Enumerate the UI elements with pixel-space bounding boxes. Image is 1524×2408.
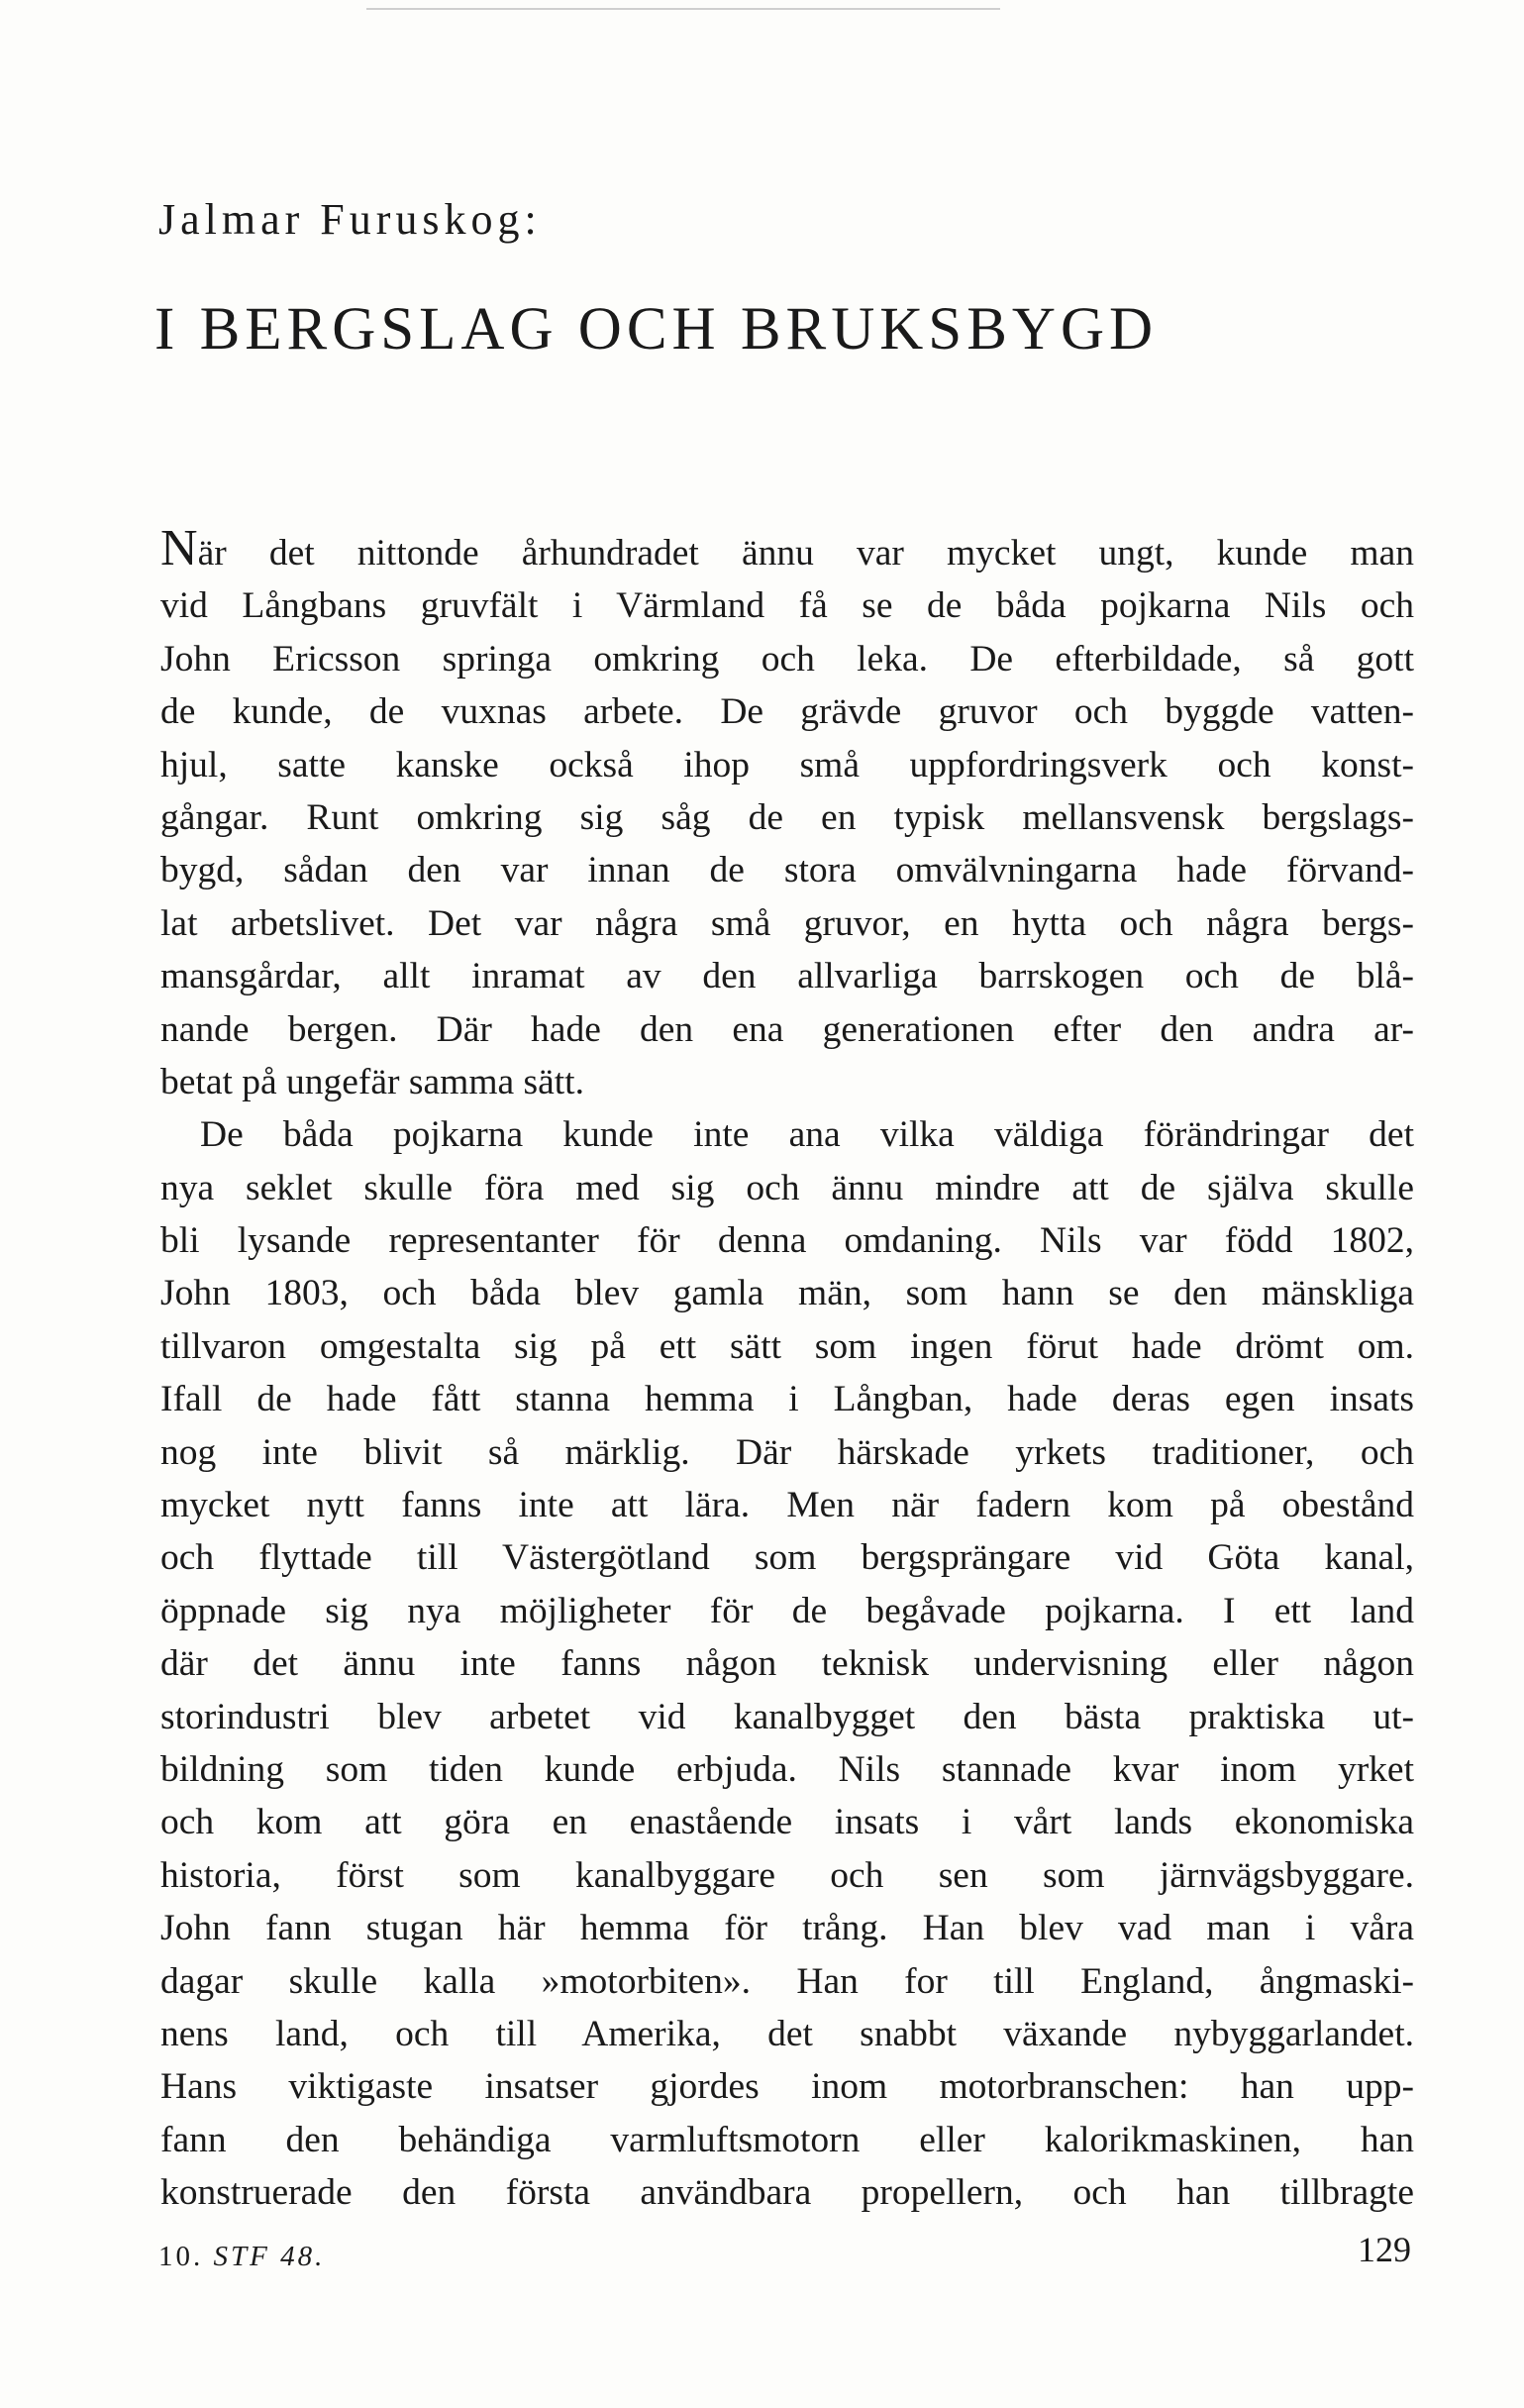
text-line: John fann stugan här hemma för trång. Han blev vad man i våra bbox=[160, 1908, 1414, 1949]
text-line: fann den behändiga varmluftsmotorn eller kalorikmaskinen, han bbox=[160, 2119, 1414, 2160]
text-line: nens land, och till Amerika, det snabbt växande nybyggarlandet. bbox=[160, 2013, 1414, 2054]
text-line: och kom att göra en enastående insats i vårt lands ekonomiska bbox=[160, 1802, 1414, 1843]
text-line: storindustri blev arbetet vid kanalbygget den bästa praktiska ut- bbox=[160, 1696, 1414, 1737]
text-line: nya seklet skulle föra med sig och ännu mindre att de själva skulle bbox=[160, 1167, 1414, 1208]
text-line: nog inte blivit så märklig. Där härskade yrkets traditioner, och bbox=[160, 1431, 1414, 1473]
text-line: och flyttade till Västergötland som bergsprängare vid Göta kanal, bbox=[160, 1537, 1414, 1579]
text-line: hjul, satte kanske också ihop små uppfordringsverk och konst- bbox=[160, 744, 1414, 785]
text-line: dagar skulle kalla »motorbiten». Han for till England, ångmaski- bbox=[160, 1960, 1414, 2002]
signature-number: 10. bbox=[158, 2241, 204, 2272]
text-line: där det ännu inte fanns någon teknisk undervisning eller någon bbox=[160, 1643, 1414, 1685]
printer-signature bbox=[158, 2241, 325, 2273]
signature-label: STF 48. bbox=[213, 2241, 326, 2272]
text-line: John Ericsson springa omkring och leka. De efterbildade, så gott bbox=[160, 638, 1414, 680]
text-line: De båda pojkarna kunde inte ana vilka väldiga förändringar det bbox=[200, 1114, 1414, 1156]
text-line: historia, först som kanalbyggare och sen som järnvägsbyggare. bbox=[160, 1854, 1414, 1896]
article-title: I BERGSLAG OCH BRUKSBYGD bbox=[154, 296, 1159, 363]
article-body bbox=[160, 520, 1414, 2220]
text-line: bygd, sådan den var innan de stora omvälvningarna hade förvand- bbox=[160, 850, 1414, 891]
text-line: lat arbetslivet. Det var några små gruvor, en hytta och några bergs- bbox=[160, 902, 1414, 944]
text-line: Ifall de hade fått stanna hemma i Långban, hade deras egen insats bbox=[160, 1379, 1414, 1420]
text-line: gångar. Runt omkring sig såg de en typisk mellansvensk bergslags- bbox=[160, 796, 1414, 838]
text-line: öppnade sig nya möjligheter för de begåvade pojkarna. I ett land bbox=[160, 1590, 1414, 1631]
author-name: Jalmar Furuskog: bbox=[158, 195, 542, 244]
text-line: När det nittonde århundradet ännu var mycket ungt, kunde man bbox=[160, 520, 1414, 576]
drop-cap: N bbox=[160, 520, 198, 576]
text-line: nande bergen. Där hade den ena generationen efter den andra ar- bbox=[160, 1008, 1414, 1050]
text-line: bildning som tiden kunde erbjuda. Nils stannade kvar inom yrket bbox=[160, 1748, 1414, 1790]
text-line: de kunde, de vuxnas arbete. De grävde gruvor och byggde vatten- bbox=[160, 691, 1414, 733]
top-edge-rule bbox=[366, 8, 1000, 10]
text-line: Hans viktigaste insatser gjordes inom motorbranschen: han upp- bbox=[160, 2066, 1414, 2108]
text-line: betat på ungefär samma sätt. bbox=[160, 1061, 584, 1102]
text-line: tillvaron omgestalta sig på ett sätt som ingen förut hade drömt om. bbox=[160, 1325, 1414, 1367]
page-number: 129 bbox=[1358, 2230, 1411, 2269]
text-line: vid Långbans gruvfält i Värmland få se de båda pojkarna Nils och bbox=[160, 585, 1414, 627]
text-line: mansgårdar, allt inramat av den allvarliga barrskogen och de blå- bbox=[160, 956, 1414, 997]
text-line: bli lysande representanter för denna omdaning. Nils var född 1802, bbox=[160, 1220, 1414, 1262]
text-line: mycket nytt fanns inte att lära. Men när fadern kom på obestånd bbox=[160, 1485, 1414, 1526]
text-line: konstruerade den första användbara propellern, och han tillbragte bbox=[160, 2172, 1414, 2214]
text-line: John 1803, och båda blev gamla män, som hann se den mänskliga bbox=[160, 1273, 1414, 1314]
